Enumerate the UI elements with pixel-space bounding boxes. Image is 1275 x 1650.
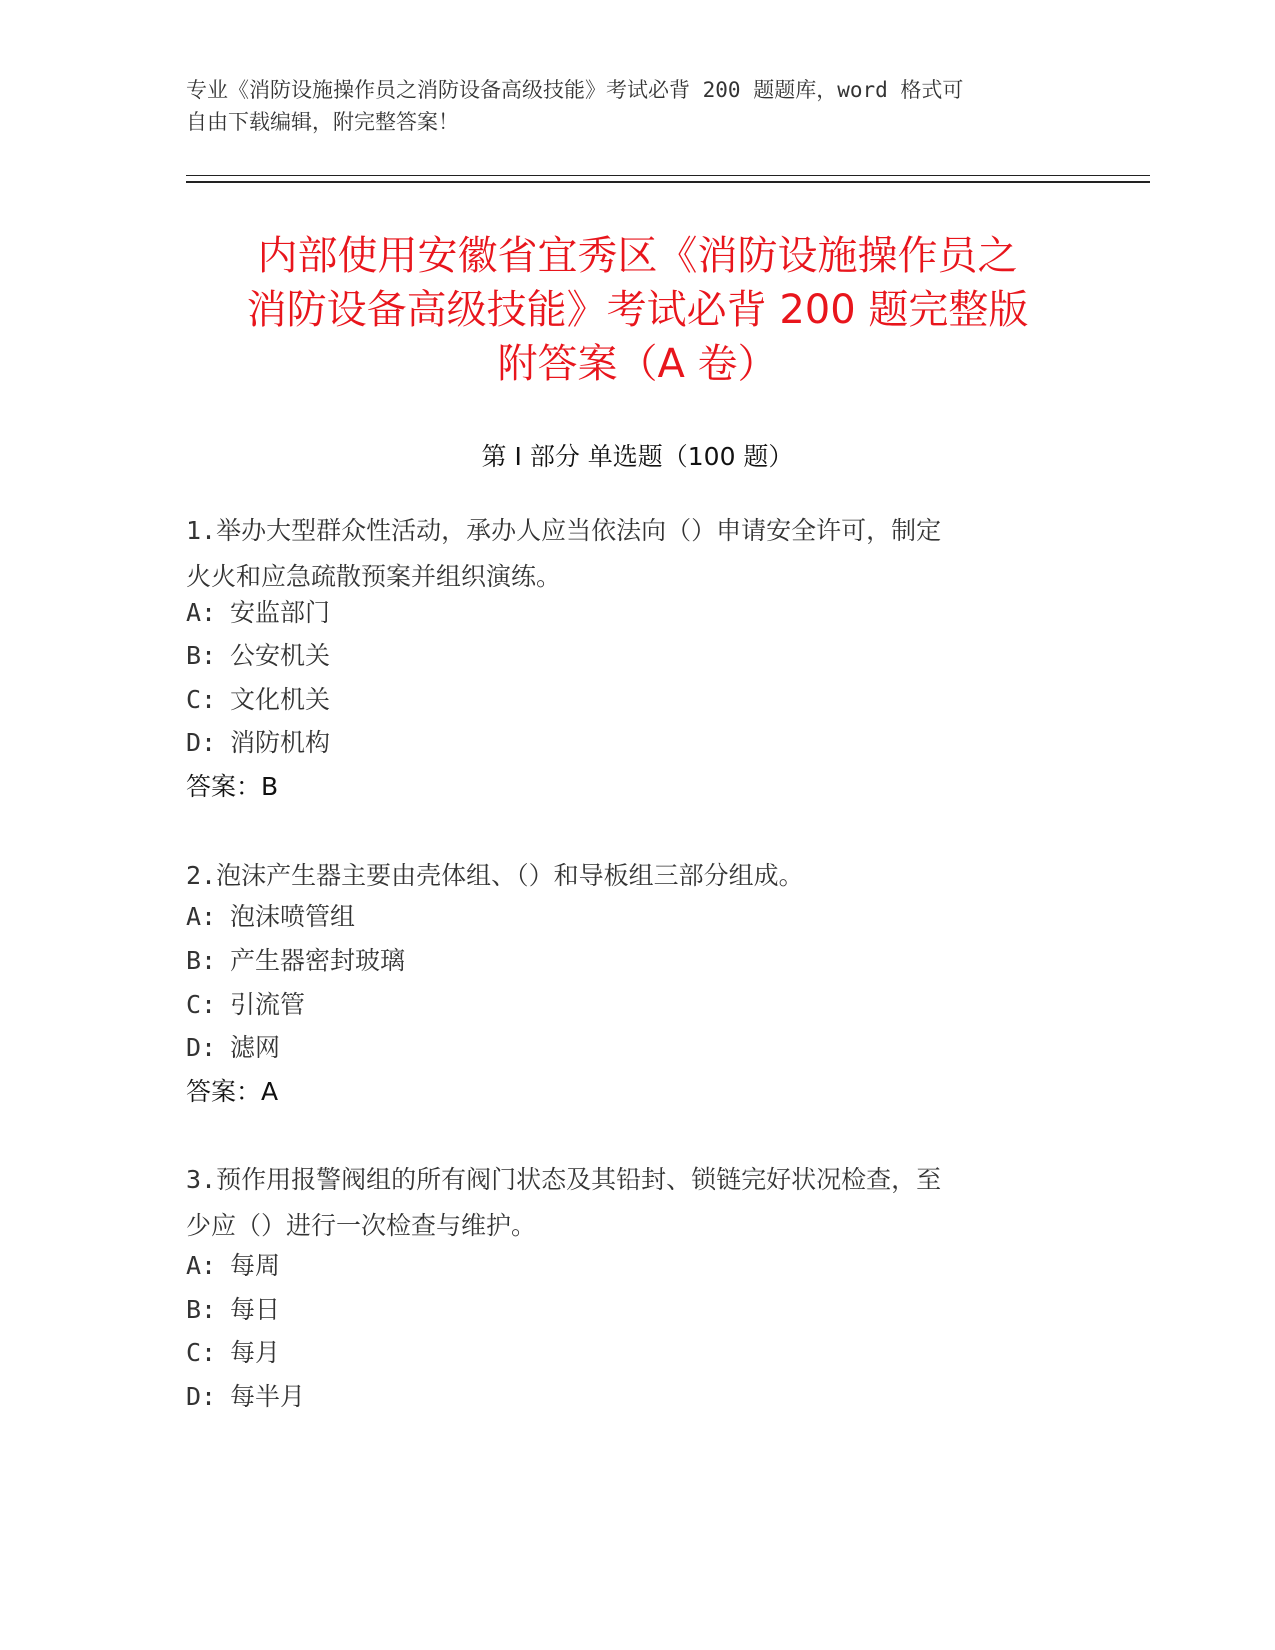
option-text: 每半月 (230, 1382, 306, 1411)
question-3-text (186, 1157, 1086, 1249)
question-2-option-a (186, 900, 355, 934)
option-text: 滤网 (230, 1033, 281, 1062)
option-text: 公安机关 (230, 641, 331, 670)
option-key: D: (186, 1033, 217, 1062)
option-text: 每日 (230, 1295, 281, 1324)
question-3-option-d (186, 1380, 305, 1414)
question-1-text (186, 508, 1086, 600)
question-line: 2.泡沫产生器主要由壳体组、（）和导板组三部分组成。 (186, 861, 804, 890)
option-text: 安监部门 (230, 598, 331, 627)
header-divider-thick (186, 181, 1150, 183)
option-key: D: (186, 728, 217, 757)
question-line: 火火和应急疏散预案并组织演练。 (186, 562, 562, 591)
question-line: 少应（）进行一次检查与维护。 (186, 1211, 537, 1240)
option-text: 每周 (230, 1251, 281, 1280)
option-key: C: (186, 1338, 217, 1367)
question-line: 3.预作用报警阀组的所有阀门状态及其铅封、锁链完好状况检查，至 (186, 1165, 942, 1194)
header-divider-thin (186, 175, 1150, 176)
option-key: B: (186, 946, 217, 975)
question-2-text (186, 853, 1086, 899)
option-key: A: (186, 902, 217, 931)
question-2-option-b (186, 944, 405, 978)
question-line: 1.举办大型群众性活动，承办人应当依法向（）申请安全许可，制定 (186, 516, 942, 545)
option-text: 引流管 (230, 990, 306, 1019)
document-title (160, 229, 1115, 391)
option-text: 泡沫喷管组 (230, 902, 356, 931)
title-line: 附答案（A 卷） (497, 341, 778, 387)
option-key: D: (186, 1382, 217, 1411)
option-key: A: (186, 1251, 217, 1280)
question-1-option-a (186, 596, 330, 630)
question-1-option-b (186, 639, 330, 673)
header-note-line: 专业《消防设施操作员之消防设备高级技能》考试必背 200 题题库，word 格式可 (186, 78, 964, 102)
question-2-answer: 答案：A (186, 1077, 279, 1106)
question-1-option-d (186, 726, 330, 760)
question-2-option-c (186, 988, 305, 1022)
title-line: 消防设备高级技能》考试必背 200 题完整版 (246, 287, 1029, 333)
header-note (186, 74, 1076, 138)
title-line: 内部使用安徽省宜秀区《消防设施操作员之 (257, 233, 1018, 279)
question-3-option-a (186, 1249, 280, 1283)
option-text: 产生器密封玻璃 (230, 946, 406, 975)
section-heading: 第 I 部分 单选题（100 题） (481, 442, 794, 471)
question-1-answer: 答案：B (186, 772, 279, 801)
option-key: C: (186, 990, 217, 1019)
option-key: A: (186, 598, 217, 627)
option-text: 每月 (230, 1338, 281, 1367)
option-key: B: (186, 641, 217, 670)
option-text: 文化机关 (230, 685, 331, 714)
question-2-option-d (186, 1031, 280, 1065)
option-text: 消防机构 (230, 728, 331, 757)
option-key: C: (186, 685, 217, 714)
option-key: B: (186, 1295, 217, 1324)
question-3-option-b (186, 1293, 280, 1327)
header-note-line: 自由下载编辑，附完整答案！ (186, 110, 459, 134)
question-3-option-c (186, 1336, 280, 1370)
question-1-option-c (186, 683, 330, 717)
